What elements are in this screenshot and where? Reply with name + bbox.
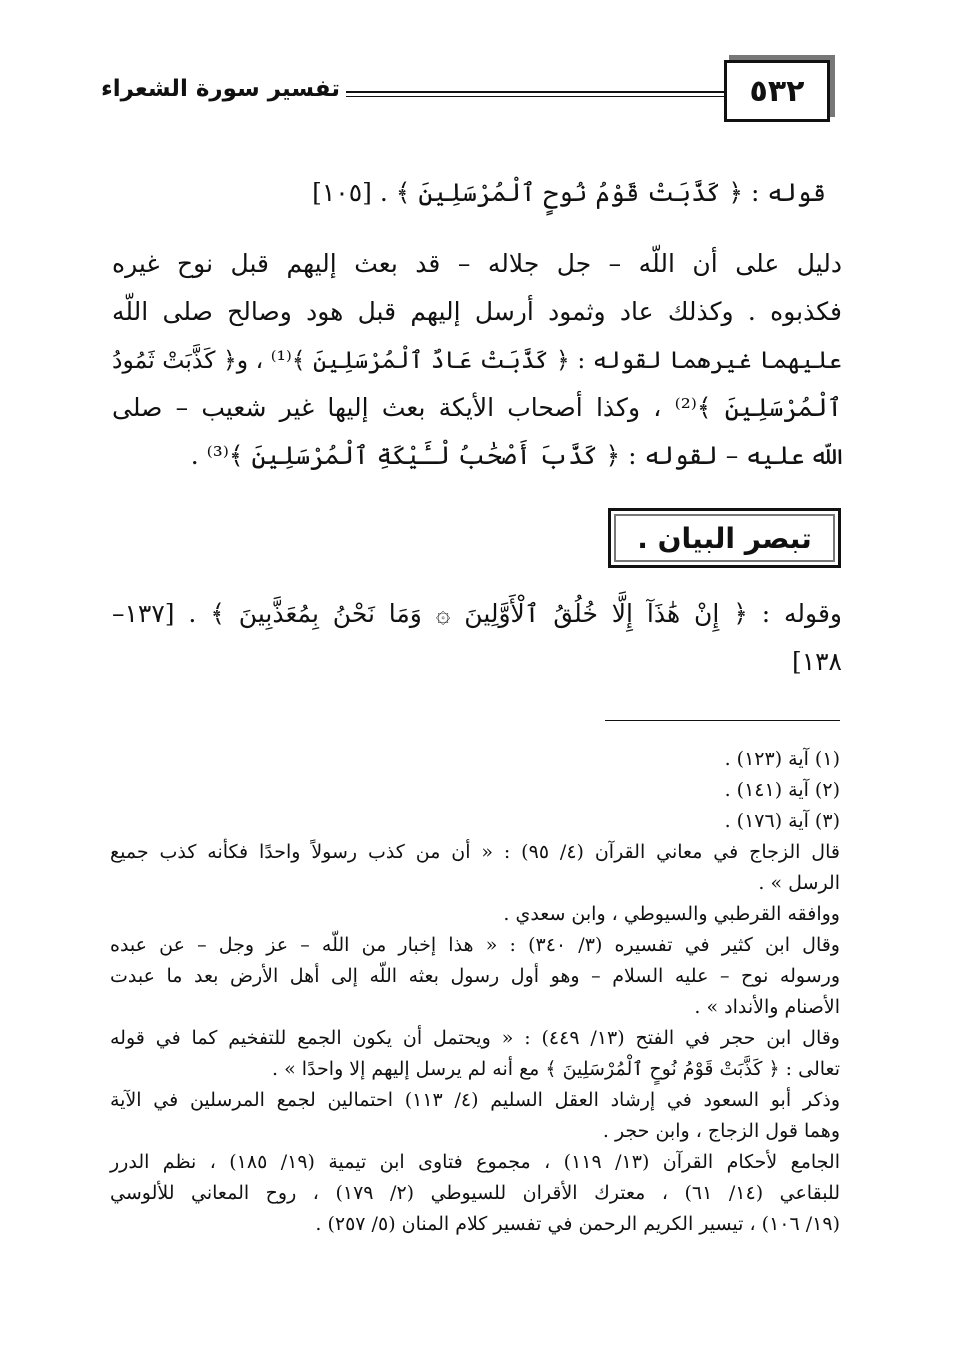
- footnote-line: (١٩/ ١٠٦) ، تيسير الكريم الرحمن في تفسير كلام المنان (٥/ ٢٥٧) .: [315, 1213, 840, 1235]
- footnote-line: وقال ابن كثير في تفسيره (٣/ ٣٤٠) : « هذا إخبار من اللّه – عز وجل – عن عبده: [110, 934, 840, 956]
- page-number: ٥٣٢: [724, 60, 830, 122]
- paragraph-line: دليل على أن اللّه – جل جلاله – قد بعث إليهم قبل نوح غيره: [112, 249, 842, 278]
- footnote-2: (٢) آية (١٤١) .: [724, 779, 840, 801]
- footnote-line: تعالى : ﴿ كَذَّبَتْ قَوْمُ نُوحٍ ٱلْمُرْسَلِينَ ﴾ مع أنه لم يرسل إليهم إلا واحدًا » .: [272, 1058, 840, 1080]
- footnote-line: الرسل » .: [758, 872, 840, 894]
- verse-citation-105: قوله : ﴿ كَذَّبَتْ قَوْمُ نُوحٍ ٱلْمُرْسَلِينَ ﴾ . [١٠٥]: [312, 178, 826, 207]
- footnote-line: وقال ابن حجر في الفتح (١٣/ ٤٤٩) : « ويحتمل أن يكون الجمع للتفخيم كما في قوله: [110, 1027, 840, 1049]
- section-heading: تبصر البيان .: [608, 508, 841, 568]
- footnote-line: ووافقه القرطبي والسيوطي ، وابن سعدي .: [503, 903, 840, 925]
- commentary-paragraph: [112, 240, 842, 480]
- footnote-line: وهما قول الزجاج ، وابن حجر .: [602, 1120, 840, 1142]
- footnote-line: ورسوله نوح – عليه السلام – وهو أول رسول بعثه اللّه إلى أهل الأرض بعد ما عبدت: [110, 965, 840, 987]
- paragraph-line: اللّه عليه – لقوله : ﴿ كَذَّبَ أَصْحَٰبُ لْـَٔيْكَةِ ٱلْمُرْسَلِينَ ﴾⁽³⁾ .: [190, 441, 842, 470]
- paragraph-line: ٱلْمُرْسَلِينَ ﴾⁽²⁾ ، وكذا أصحاب الأيكة بعث إليها غير شعيب – صلى: [112, 393, 842, 422]
- verse-line: وقوله : ﴿ إِنْ هَٰذَآ إِلَّا خُلُقُ ٱلْأَوَّلِينَ ۞ وَمَا نَحْنُ بِمُعَذَّبِينَ ﴾ . [١٣٧–: [112, 599, 842, 628]
- footnote-line: للبقاعي (١٤/ ٦١) ، معترك الأقران للسيوطي (٢/ ١٧٩) ، روح المعاني للألوسي: [110, 1182, 841, 1204]
- footnote-line: الجامع لأحكام القرآن (١٣/ ١١٩) ، مجموع فتاوى ابن تيمية (١٩/ ١٨٥) ، نظم الدرر: [110, 1151, 841, 1173]
- footnote-line: الأصنام والأنداد » .: [694, 996, 840, 1018]
- paragraph-line: عليهما غيرهما لقوله : ﴿ كَذَّبَتْ عَادٌ ٱلْمُرْسَلِينَ ﴾⁽¹⁾ ، و﴿ كَذَّبَتْ ثَمُودُ: [112, 346, 842, 374]
- footnote-line: وذكر أبو السعود في إرشاد العقل السليم (٤/ ١١٣) احتمالين لجمع المرسلين في الآية: [110, 1089, 840, 1111]
- verse-citation-137-138: [112, 590, 842, 686]
- footnote-line: قال الزجاج في معاني القرآن (٤/ ٩٥) : « أن من كذب رسولاً واحدًا فكأنه كذب جميع: [110, 841, 840, 863]
- verse-line: ١٣٨]: [791, 647, 842, 676]
- header-rule: [346, 91, 724, 97]
- footnote-separator: [605, 720, 840, 721]
- footnote-1: (١) آية (١٢٣) .: [724, 748, 840, 770]
- footnote-3: (٣) آية (١٧٦) .: [724, 810, 840, 832]
- running-title: تفسير سورة الشعراء: [100, 76, 340, 102]
- paragraph-line: فكذبوه . وكذلك عاد وثمود أرسل إليهم قبل هود وصالح صلى اللّه: [112, 297, 842, 326]
- footnotes: [110, 744, 840, 1240]
